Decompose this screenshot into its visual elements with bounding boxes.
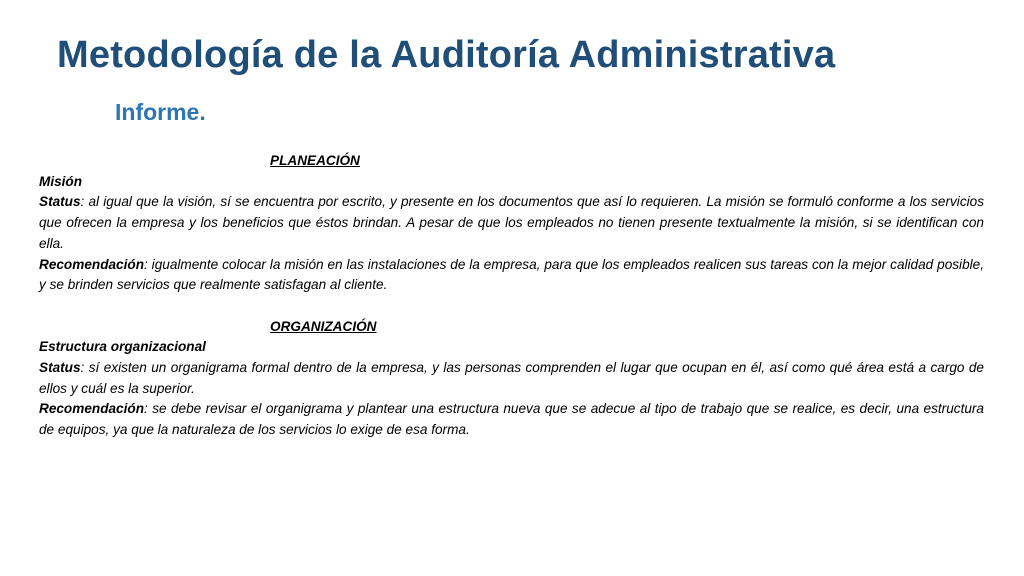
recommendation-label: Recomendación — [39, 401, 144, 417]
status-label: Status — [39, 194, 81, 210]
recommendation-label: Recomendación — [39, 256, 144, 272]
status-text: : al igual que la visión, sí se encuentra por escrito, y presente en los documentos que así lo requieren. La misión se formuló conforme a los servicios que ofrecen la empresa y los beneficios que éstos brindan. A pesar de que los empleados no tienen presente textualmente la misión, si se identifican con ella. — [39, 194, 984, 251]
recommendation-text: : igualmente colocar la misión en las instalaciones de la empresa, para que los empleados realicen sus tareas con la mejor calidad posible, y se brinden servicios que realmente satisfagan al cliente. — [39, 256, 984, 293]
recommendation-paragraph — [39, 399, 984, 440]
section-spacer — [39, 296, 984, 317]
status-label: Status — [39, 360, 81, 376]
slide-title: Metodología de la Auditoría Administrativa — [57, 34, 836, 76]
section-topic: Estructura organizacional — [39, 339, 206, 355]
recommendation-text: : se debe revisar el organigrama y plantear una estructura nueva que se adecue al tipo de trabajo que se realice, es decir, una estructura de equipos, ya que la naturaleza de los servicios lo exige de esa forma. — [39, 401, 984, 438]
status-paragraph — [39, 192, 984, 254]
recommendation-paragraph — [39, 255, 984, 296]
report-body — [39, 151, 984, 441]
status-text: : sí existen un organigrama formal dentro de la empresa, y las personas comprenden el lugar que ocupan en él, así como qué área está a cargo de ellos y cuál es la superior. — [39, 360, 984, 396]
section-organizacion — [39, 317, 984, 441]
section-heading: ORGANIZACIÓN — [270, 318, 377, 334]
slide-subtitle: Informe. — [115, 99, 206, 125]
section-heading: PLANEACIÓN — [270, 153, 360, 168]
status-paragraph — [39, 358, 984, 399]
section-topic: Misión — [39, 173, 83, 189]
section-planeacion — [39, 151, 984, 296]
